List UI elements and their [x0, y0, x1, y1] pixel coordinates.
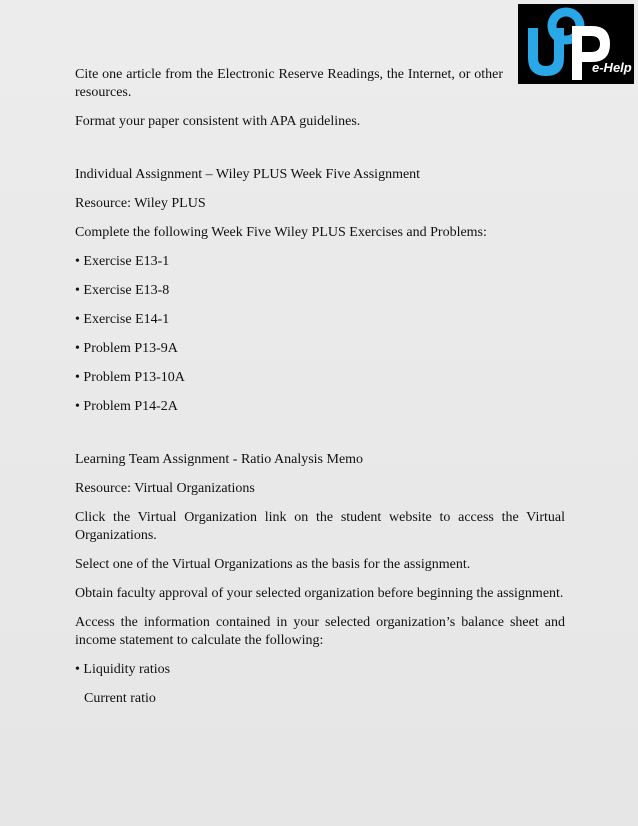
heading-individual-assignment: Individual Assignment – Wiley PLUS Week Five Assignment	[75, 167, 421, 182]
list-item: • Exercise E13-8	[75, 283, 170, 298]
list-item: • Exercise E13-1	[75, 254, 170, 269]
list-item: • Liquidity ratios	[75, 662, 171, 677]
document-body	[75, 66, 565, 708]
list-item: • Problem P13-9A	[75, 341, 178, 356]
list-item: • Exercise E14-1	[75, 312, 170, 327]
paragraph-resource-wiley: Resource: Wiley PLUS	[75, 196, 206, 211]
list-item: • Problem P13-10A	[75, 370, 185, 385]
paragraph-format-apa: Format your paper consistent with APA guidelines.	[75, 114, 361, 129]
paragraph-obtain-approval: Obtain faculty approval of your selected organization before beginning the assignment.	[75, 586, 564, 601]
paragraph-access-information: Access the information contained in your selected organization’s balance sheet and income statement to calculate the following:	[75, 615, 565, 648]
list-sub-item: Current ratio	[84, 691, 156, 706]
list-item: • Problem P14-2A	[75, 399, 178, 414]
paragraph-complete-exercises: Complete the following Week Five Wiley PLUS Exercises and Problems:	[75, 225, 487, 240]
paragraph-cite-article: Cite one article from the Electronic Reserve Readings, the Internet, or other resources.	[75, 67, 503, 100]
heading-learning-team-assignment: Learning Team Assignment - Ratio Analysis Memo	[75, 452, 364, 467]
paragraph-select-organization: Select one of the Virtual Organizations as the basis for the assignment.	[75, 557, 471, 572]
paragraph-click-link: Click the Virtual Organization link on the student website to access the Virtual Organizations.	[75, 510, 565, 543]
paragraph-resource-virtual-orgs: Resource: Virtual Organizations	[75, 481, 255, 496]
logo-tagline: e-Help	[592, 60, 632, 75]
